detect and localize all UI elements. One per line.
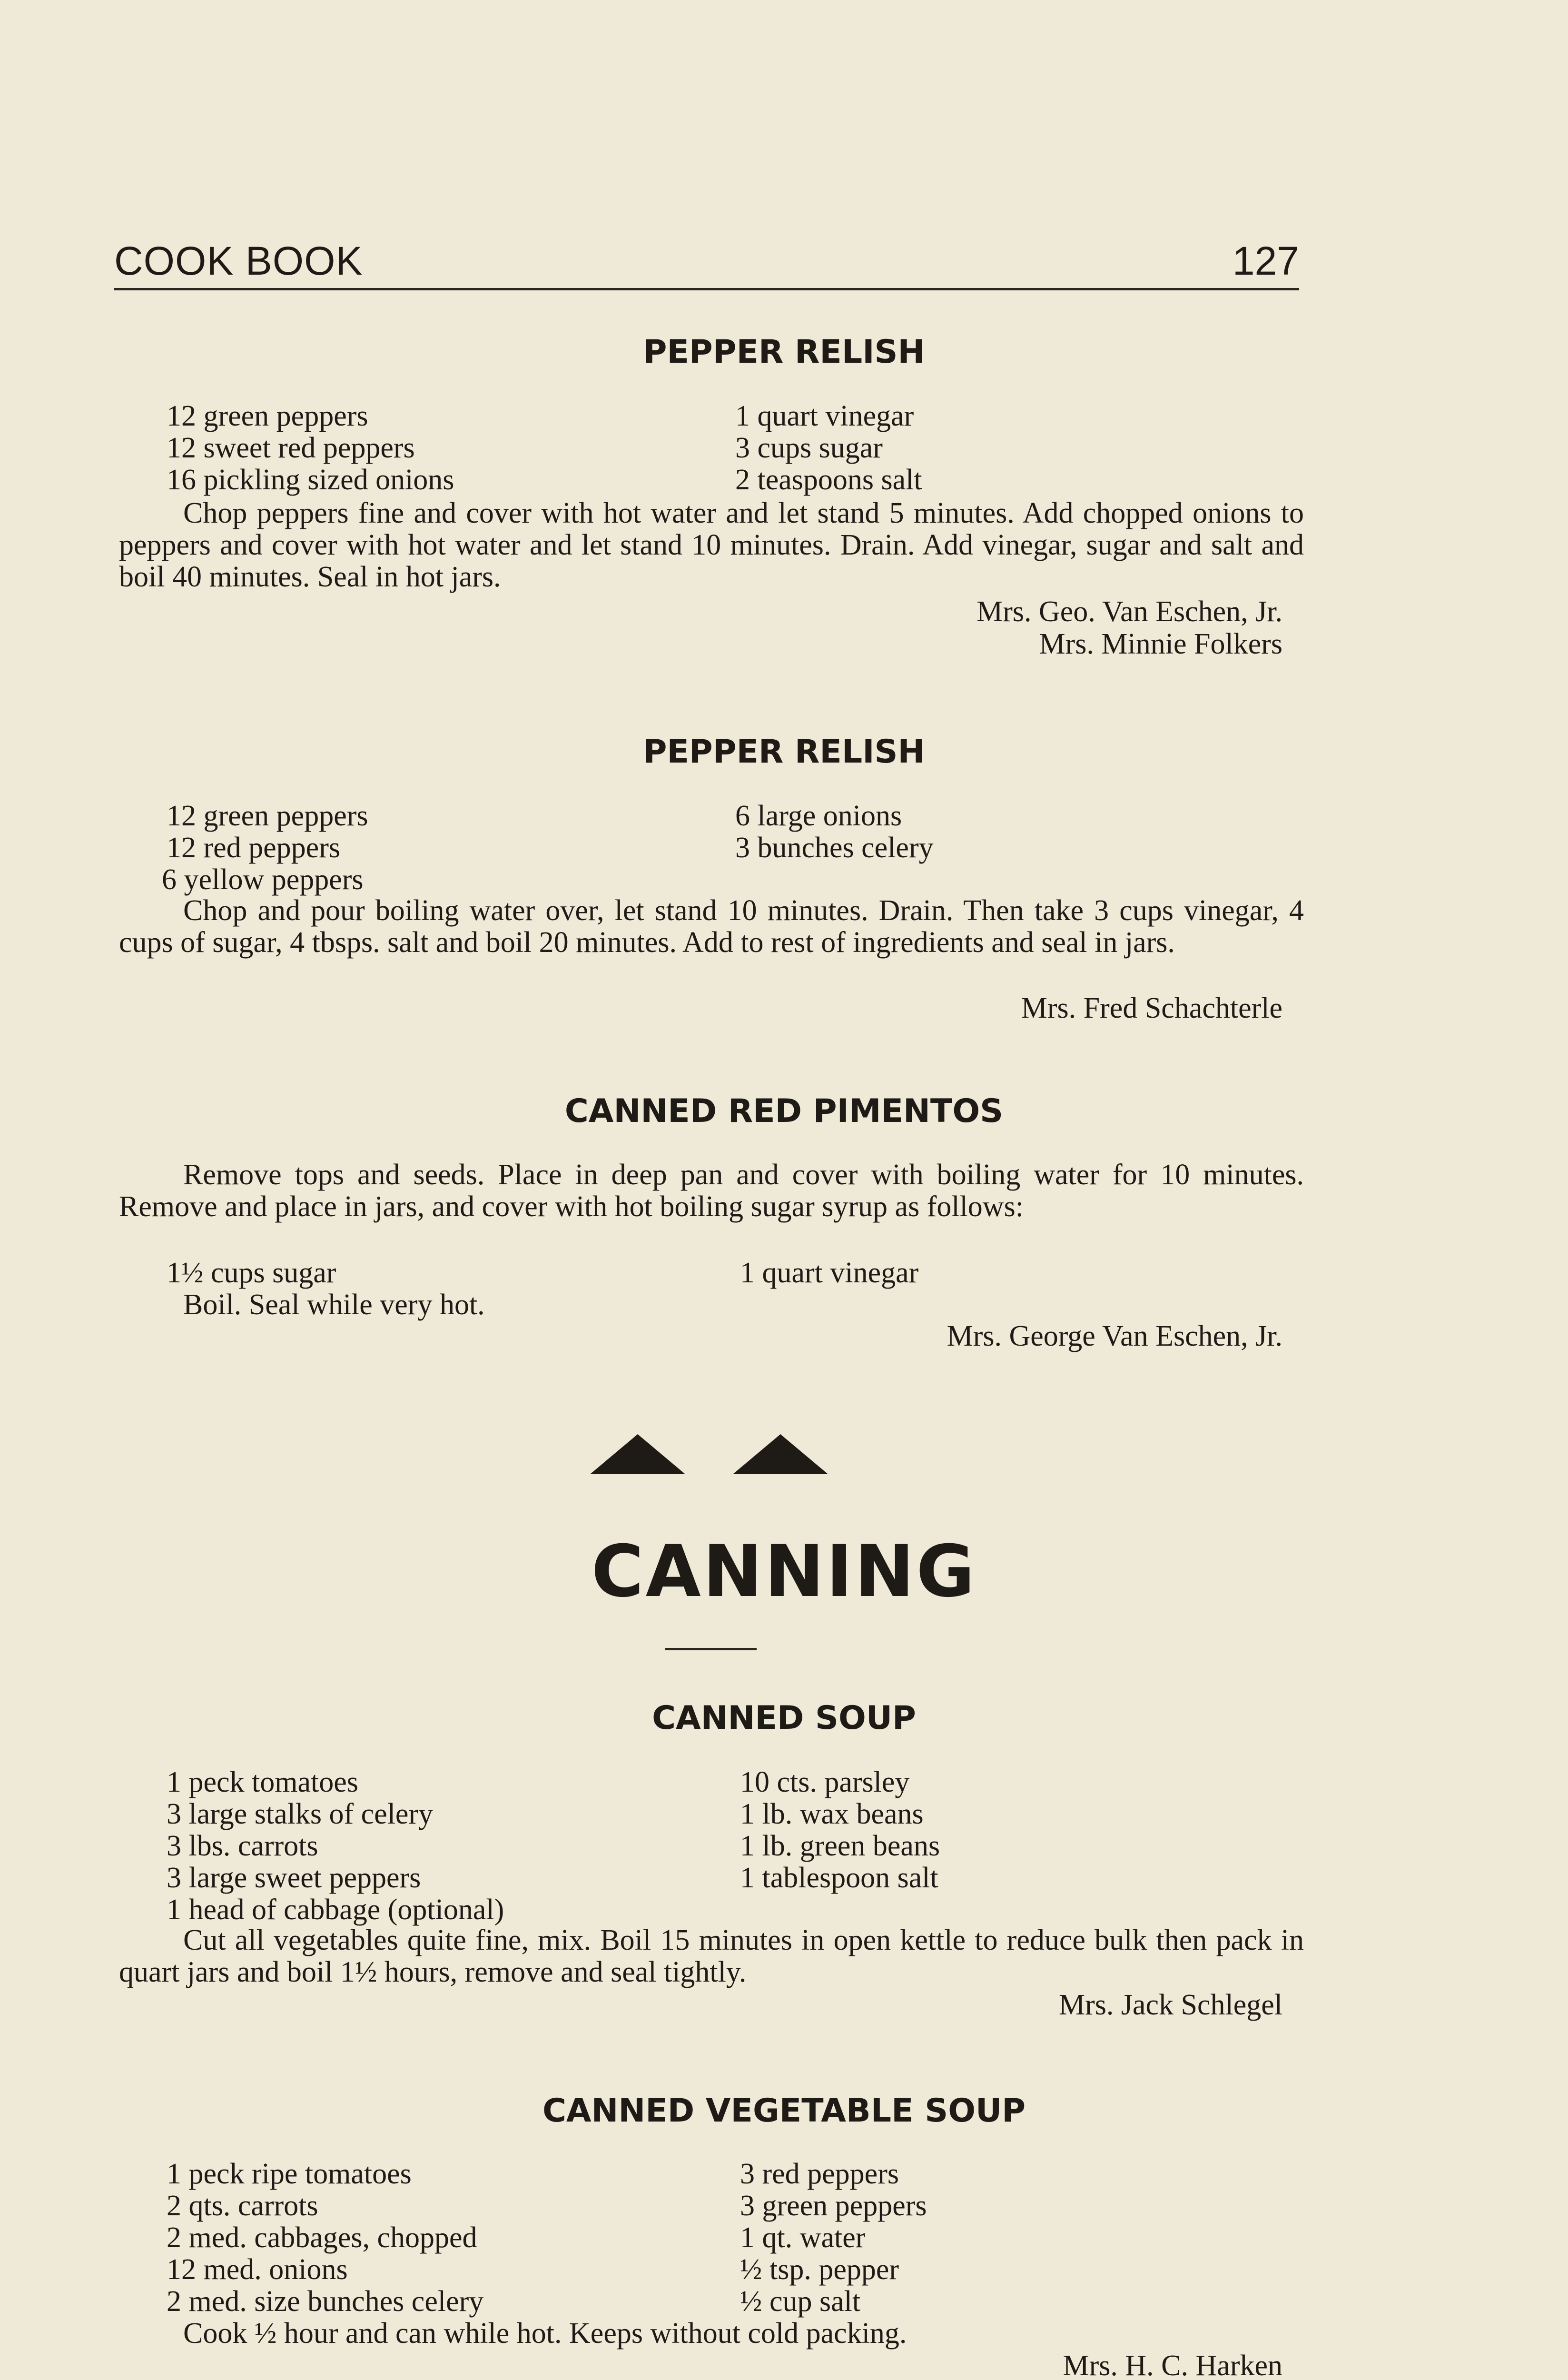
ingredient: 1 lb. wax beans — [740, 1798, 924, 1830]
ingredient: 3 red peppers — [740, 2158, 899, 2190]
ingredient: 2 qts. carrots — [167, 2190, 318, 2222]
recipe-title: PEPPER RELISH — [643, 333, 925, 371]
recipe-title: CANNED SOUP — [652, 1699, 916, 1737]
page-number: 127 — [1232, 238, 1299, 283]
recipe-title: CANNED VEGETABLE SOUP — [542, 2092, 1026, 2130]
ingredient: 2 med. size bunches celery — [167, 2285, 484, 2318]
ingredient: 2 med. cabbages, chopped — [167, 2221, 477, 2254]
ingredient: 2 teaspoons salt — [735, 464, 922, 496]
signature: Mrs. Minnie Folkers — [1039, 628, 1282, 660]
ingredient: 1 peck ripe tomatoes — [167, 2158, 412, 2190]
ingredient: 10 cts. parsley — [740, 1766, 910, 1798]
ingredient: 3 bunches celery — [735, 832, 934, 864]
triangle-ornament-icon — [590, 1434, 685, 1474]
triangle-ornament-icon — [733, 1434, 828, 1474]
ingredient: 1½ cups sugar — [167, 1257, 336, 1289]
directions: Cut all vegetables quite fine, mix. Boil 15 minutes in open kettle to reduce bulk then pack in quart jars and boil 1½ hours, remove and seal tightly. — [119, 1924, 1304, 1988]
signature: Mrs. George Van Eschen, Jr. — [947, 1320, 1282, 1352]
ingredient: 3 large stalks of celery — [167, 1798, 434, 1830]
signature: Mrs. Jack Schlegel — [1058, 1989, 1282, 2021]
signature: Mrs. H. C. Harken — [1063, 2350, 1282, 2380]
running-title: COOK BOOK — [114, 238, 363, 283]
section-title: CANNING — [591, 1530, 977, 1613]
signature: Mrs. Fred Schachterle — [1021, 992, 1282, 1024]
ingredient: ½ cup salt — [740, 2285, 861, 2318]
ingredient: 3 green peppers — [740, 2190, 927, 2222]
ingredient: 12 green peppers — [167, 800, 368, 832]
directions: Chop and pour boiling water over, let stand 10 minutes. Drain. Then take 3 cups vinegar, 4 cups of sugar, 4 tbsps. salt and boil 20 minutes. Add to rest of ingredients and seal in jars. — [119, 894, 1304, 959]
ingredient: 1 head of cabbage (optional) — [167, 1894, 504, 1926]
ornament — [590, 1430, 838, 1478]
ingredient: 12 sweet red peppers — [167, 432, 415, 464]
recipe-title: PEPPER RELISH — [643, 733, 925, 771]
ingredient: 1 peck tomatoes — [167, 1766, 358, 1798]
directions: Cook ½ hour and can while hot. Keeps without cold packing. — [183, 2317, 907, 2350]
divider — [665, 1648, 757, 1650]
recipe-title: CANNED RED PIMENTOS — [564, 1092, 1004, 1130]
ingredient: 1 qt. water — [740, 2221, 866, 2254]
ingredient: 6 large onions — [735, 800, 902, 832]
ingredient: 12 med. onions — [167, 2253, 348, 2286]
ingredient: 3 cups sugar — [735, 432, 883, 464]
ingredient: 12 green peppers — [167, 400, 368, 432]
ingredient: 1 quart vinegar — [740, 1257, 919, 1289]
page-header — [114, 231, 1299, 290]
ingredient: 1 tablespoon salt — [740, 1862, 938, 1894]
note: Boil. Seal while very hot. — [183, 1289, 485, 1321]
ingredient: 16 pickling sized onions — [167, 464, 454, 496]
ingredient: 3 large sweet peppers — [167, 1862, 421, 1894]
ingredient: ½ tsp. pepper — [740, 2253, 899, 2286]
ingredient: 12 red peppers — [167, 832, 340, 864]
ingredient: 3 lbs. carrots — [167, 1830, 318, 1862]
directions: Remove tops and seeds. Place in deep pan and cover with boiling water for 10 minutes. Remove and place in jars, and cover with hot boiling sugar syrup as follows: — [119, 1159, 1304, 1223]
signature: Mrs. Geo. Van Eschen, Jr. — [976, 595, 1282, 628]
directions: Chop peppers fine and cover with hot water and let stand 5 minutes. Add chopped onions to peppers and cover with hot water and let stand 10 minutes. Drain. Add vinegar, sugar and salt and boil 40 minutes. Seal in hot jars. — [119, 497, 1304, 593]
ingredient: 6 yellow peppers — [162, 863, 364, 896]
ingredient: 1 quart vinegar — [735, 400, 914, 432]
ingredient: 1 lb. green beans — [740, 1830, 940, 1862]
